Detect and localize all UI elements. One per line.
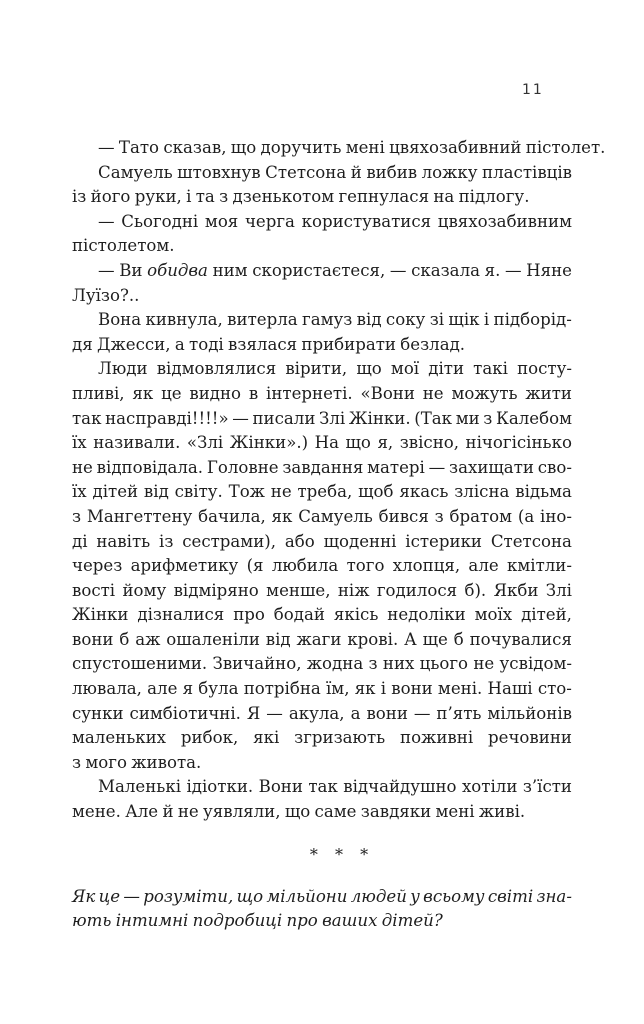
word: світі xyxy=(487,886,534,906)
word: речовини xyxy=(488,728,572,748)
word: ді xyxy=(72,531,88,551)
word: відьма xyxy=(515,482,572,502)
word: від xyxy=(356,310,382,330)
text-line xyxy=(72,480,572,505)
word: ошаленіли xyxy=(166,629,260,649)
word: Жінки».) xyxy=(229,433,309,453)
word: соку xyxy=(385,310,426,330)
word: була xyxy=(198,679,239,699)
word: що xyxy=(356,359,382,379)
word: поживні xyxy=(400,728,474,748)
word: — xyxy=(232,408,249,428)
word: розуміти, xyxy=(143,886,234,906)
word: вони xyxy=(391,679,433,699)
word: що xyxy=(236,886,264,906)
word: «Вони xyxy=(360,383,415,403)
word: мені. xyxy=(437,679,483,699)
word: не xyxy=(72,457,93,477)
word: пістолет. xyxy=(525,138,606,157)
word: і xyxy=(380,679,387,699)
word: так xyxy=(308,777,338,797)
word: Мангеттену xyxy=(86,506,193,526)
word: з xyxy=(434,506,444,526)
word: жаги xyxy=(296,629,342,649)
word: посту- xyxy=(517,359,572,379)
word: Калебом xyxy=(496,408,572,428)
text-line xyxy=(72,677,572,702)
word: бачила, xyxy=(198,506,266,526)
section-separator: * * * xyxy=(309,844,375,864)
text-line xyxy=(72,800,572,825)
word: маленьких xyxy=(72,728,167,748)
word: щоденні xyxy=(323,531,397,551)
word: з xyxy=(72,752,82,772)
word: — xyxy=(389,260,407,280)
page-number: 11 xyxy=(522,82,544,98)
word: доручить xyxy=(260,138,342,157)
word: (я xyxy=(246,556,264,576)
word: мене. xyxy=(72,802,121,822)
word: б). xyxy=(464,580,487,600)
paragraph xyxy=(72,357,572,775)
word: бився xyxy=(378,506,429,526)
text-line xyxy=(72,885,572,910)
word: штовхнув xyxy=(177,162,261,182)
word: із xyxy=(72,187,87,207)
word: (Так xyxy=(414,408,453,428)
text-line xyxy=(72,161,572,186)
word: дітей xyxy=(92,482,139,502)
text-line xyxy=(72,357,572,382)
word: дітей, xyxy=(521,605,572,625)
word: на xyxy=(433,187,455,207)
word: (а xyxy=(517,506,535,526)
word: мені xyxy=(435,802,475,822)
body-text xyxy=(72,136,606,934)
word: світу. xyxy=(174,482,223,502)
word: Стетсона xyxy=(490,531,572,551)
word: Звичайно, xyxy=(212,654,302,674)
text-line xyxy=(72,136,606,161)
word: симбіотичні. xyxy=(129,703,241,723)
word: Самуель xyxy=(98,162,173,182)
word: а xyxy=(350,703,361,723)
text-line xyxy=(72,505,572,530)
word: жити xyxy=(525,383,572,403)
word: Злі xyxy=(545,580,572,600)
word: нічогісінько xyxy=(465,433,572,453)
word: мені xyxy=(345,138,385,157)
word: бодай xyxy=(273,605,325,625)
word: дізналися xyxy=(137,605,225,625)
word: треба, xyxy=(297,482,353,502)
word: якась xyxy=(399,482,449,502)
word: — xyxy=(266,703,283,723)
word: Няне xyxy=(526,260,572,280)
paragraph xyxy=(72,210,572,259)
word: їх xyxy=(72,482,87,502)
word: ложку xyxy=(421,162,478,182)
word: Якби xyxy=(493,580,539,600)
word: дзенькотом xyxy=(232,187,335,207)
word: почувалися xyxy=(469,629,572,649)
word: аж xyxy=(135,629,161,649)
word: про xyxy=(286,911,318,931)
word: Луїзо?.. xyxy=(72,285,140,305)
word: Але xyxy=(125,802,159,822)
word: це xyxy=(161,383,182,403)
word: Як xyxy=(72,886,96,906)
word: уявляли, xyxy=(203,802,281,822)
word: «Злі xyxy=(186,433,224,453)
word: кивнула, xyxy=(145,310,223,330)
word: іно- xyxy=(540,506,572,526)
word: моя xyxy=(204,211,239,231)
word: людей xyxy=(350,886,407,906)
word: Вони xyxy=(258,777,303,797)
word: Люди xyxy=(98,359,148,379)
text-line xyxy=(72,284,572,309)
word: з xyxy=(72,506,82,526)
word: ми xyxy=(455,408,480,428)
text-line xyxy=(72,308,572,333)
word: я xyxy=(182,679,194,699)
word: ваших xyxy=(322,911,378,931)
word: від xyxy=(143,482,169,502)
word: з xyxy=(368,654,378,674)
word: і xyxy=(483,310,490,330)
word: у xyxy=(410,886,420,906)
word: писали xyxy=(252,408,316,428)
word: про xyxy=(233,605,265,625)
word: скористаєтеся, xyxy=(252,260,386,280)
word: це xyxy=(98,886,121,906)
text-line xyxy=(72,456,572,481)
word: користуватися xyxy=(301,211,432,231)
word: — xyxy=(98,138,115,157)
word: ще xyxy=(422,629,448,649)
word: навіть xyxy=(96,531,151,551)
text-line xyxy=(72,333,572,358)
text-line xyxy=(72,210,572,235)
word: завдання xyxy=(282,457,364,477)
word: мільйони xyxy=(266,886,348,906)
word: як xyxy=(271,506,293,526)
word: черга xyxy=(244,211,295,231)
word: щік xyxy=(448,310,480,330)
word: матері xyxy=(367,457,425,477)
word: моїх xyxy=(474,605,513,625)
word: захищати xyxy=(449,457,534,477)
text-line xyxy=(72,775,572,800)
text-line xyxy=(72,909,572,934)
word: хлопця, xyxy=(392,556,461,576)
word: подробиці xyxy=(192,911,283,931)
word: братом xyxy=(449,506,513,526)
word: Тож xyxy=(228,482,265,502)
word: а xyxy=(174,334,185,354)
word: — xyxy=(123,886,140,906)
word: через xyxy=(72,556,123,576)
word: цього xyxy=(419,654,469,674)
word: всьому xyxy=(423,886,485,906)
word: я. xyxy=(484,260,501,280)
word: акула, xyxy=(288,703,345,723)
word: сунки xyxy=(72,703,124,723)
word: Сьогодні xyxy=(121,211,199,231)
text-line xyxy=(72,259,572,284)
word: Наші xyxy=(487,679,533,699)
word: А xyxy=(404,629,417,649)
word: що xyxy=(345,433,371,453)
word: Ви xyxy=(119,260,143,280)
word: потрібна xyxy=(243,679,321,699)
word: які xyxy=(253,728,280,748)
word: й xyxy=(350,162,362,182)
word: істерики xyxy=(405,531,482,551)
word: діти xyxy=(428,359,465,379)
word: так xyxy=(72,408,102,428)
text-line xyxy=(72,628,572,653)
word: них xyxy=(382,654,415,674)
word: що xyxy=(230,138,257,157)
word: недоліки xyxy=(387,605,466,625)
word: не xyxy=(473,654,495,674)
word: ніж xyxy=(337,580,370,600)
word: вірити, xyxy=(285,359,348,379)
word: інтимні xyxy=(115,911,189,931)
word: годилося xyxy=(376,580,458,600)
word: я, xyxy=(377,433,394,453)
word: живі. xyxy=(478,802,526,822)
word: взялася xyxy=(228,334,298,354)
word: дя xyxy=(72,334,93,354)
word: зна- xyxy=(536,886,572,906)
word: не xyxy=(422,383,444,403)
word: сказав, xyxy=(163,138,227,157)
word: прибирати xyxy=(301,334,396,354)
word: відповідала. xyxy=(96,457,204,477)
word: їх xyxy=(72,433,87,453)
paragraph xyxy=(72,136,606,161)
word: злісна xyxy=(454,482,510,502)
word: з’їсти xyxy=(522,777,572,797)
word: вони xyxy=(72,629,114,649)
word: На xyxy=(314,433,339,453)
word: жодна xyxy=(306,654,364,674)
word: гепнулася xyxy=(338,187,430,207)
text-line xyxy=(72,407,572,432)
word: або xyxy=(284,531,315,551)
word: спустошеними. xyxy=(72,654,208,674)
word: підлогу. xyxy=(458,187,530,207)
word: Тато xyxy=(118,138,160,157)
word: тоді xyxy=(189,334,224,354)
word: арифметику xyxy=(130,556,239,576)
word: його xyxy=(90,187,131,207)
word: б xyxy=(119,629,130,649)
text-line xyxy=(72,702,572,727)
word: та xyxy=(195,187,215,207)
text-line xyxy=(72,185,572,210)
word: можуть xyxy=(451,383,518,403)
word: крові. xyxy=(347,629,399,649)
word: з xyxy=(483,408,493,428)
word: б xyxy=(453,629,464,649)
word: звісно, xyxy=(399,433,460,453)
word: в xyxy=(248,383,259,403)
word: цвяхозабивним xyxy=(437,211,572,231)
word: Самуель xyxy=(298,506,373,526)
paragraph xyxy=(72,161,572,210)
word: вості xyxy=(72,580,116,600)
text-line xyxy=(72,726,572,751)
word: щоб xyxy=(358,482,394,502)
word: — xyxy=(98,260,115,280)
word: сто- xyxy=(537,679,572,699)
word: інтернеті. xyxy=(266,383,353,403)
word: Маленькі xyxy=(98,777,182,797)
word: — xyxy=(413,703,431,723)
word: якісь xyxy=(333,605,379,625)
text-line xyxy=(72,530,572,555)
word: пливі, xyxy=(72,383,125,403)
word: сво- xyxy=(537,457,572,477)
word: відмовлялися xyxy=(156,359,277,379)
word: з xyxy=(219,187,229,207)
word: не xyxy=(270,482,292,502)
word: Жінки xyxy=(72,605,129,625)
word: мої xyxy=(390,359,420,379)
word: пластівців xyxy=(482,162,572,182)
italic-question xyxy=(72,885,572,934)
word: їм, xyxy=(326,679,350,699)
word: живота. xyxy=(131,752,202,772)
paragraph xyxy=(72,775,572,824)
word: гамуз xyxy=(302,310,353,330)
word: менше, xyxy=(266,580,331,600)
word: усвідом- xyxy=(499,654,572,674)
text-line xyxy=(72,554,572,579)
word: — xyxy=(98,211,115,231)
word: від xyxy=(265,629,291,649)
word: але xyxy=(468,556,499,576)
word: лювала, xyxy=(72,679,142,699)
word: вони xyxy=(366,703,408,723)
word: безлад. xyxy=(400,334,466,354)
word: — xyxy=(504,260,522,280)
word: ідіотки. xyxy=(186,777,254,797)
word: п’ять xyxy=(436,703,482,723)
word: ють xyxy=(72,911,112,931)
word: Я xyxy=(246,703,261,723)
word: дітей? xyxy=(381,911,443,931)
word: витерла xyxy=(227,310,298,330)
word: відчайдушно xyxy=(343,777,457,797)
text-line xyxy=(72,603,572,628)
word: Жінки. xyxy=(348,408,411,428)
word: мого xyxy=(85,752,127,772)
text-line xyxy=(72,579,572,604)
word: відміряно xyxy=(173,580,259,600)
text-line xyxy=(72,234,572,259)
word: рибок, xyxy=(180,728,239,748)
text-line xyxy=(72,652,572,677)
paragraph xyxy=(72,308,572,357)
word: підборід- xyxy=(493,310,572,330)
text-line xyxy=(72,751,572,776)
word: — xyxy=(428,457,446,477)
word: мільйонів xyxy=(487,703,572,723)
word: не xyxy=(177,802,199,822)
word: зі xyxy=(429,310,445,330)
word: Злі xyxy=(319,408,346,428)
word: але xyxy=(147,679,178,699)
word: пістолетом. xyxy=(72,236,175,256)
word: насправді!!!!» xyxy=(105,408,229,428)
word: Стетсона xyxy=(265,162,347,182)
word: і xyxy=(186,187,192,207)
word: Джесси, xyxy=(97,334,171,354)
word: що xyxy=(284,802,311,822)
word: Головне xyxy=(206,457,279,477)
word: йому xyxy=(122,580,167,600)
word: того xyxy=(346,556,385,576)
word: руки, xyxy=(134,187,182,207)
word: любила xyxy=(271,556,339,576)
text-line xyxy=(72,382,572,407)
word: сестрами), xyxy=(182,531,277,551)
word: згризають xyxy=(294,728,386,748)
word: ним xyxy=(212,260,248,280)
word: такі xyxy=(473,359,508,379)
word: як xyxy=(132,383,154,403)
word: вибив xyxy=(366,162,418,182)
paragraphs xyxy=(72,136,606,825)
word: кмітли- xyxy=(506,556,572,576)
word: із xyxy=(159,531,174,551)
word: й xyxy=(162,802,174,822)
word: саме xyxy=(314,802,357,822)
word: обидва xyxy=(147,260,208,280)
word: називали. xyxy=(93,433,181,453)
text-line xyxy=(72,431,572,456)
word: хотіли xyxy=(461,777,518,797)
word: завдяки xyxy=(360,802,432,822)
word: як xyxy=(354,679,376,699)
word: Вона xyxy=(98,310,142,330)
word: видно xyxy=(189,383,242,403)
paragraph xyxy=(72,259,572,308)
word: цвяхозабивний xyxy=(389,138,522,157)
word: сказала xyxy=(411,260,480,280)
